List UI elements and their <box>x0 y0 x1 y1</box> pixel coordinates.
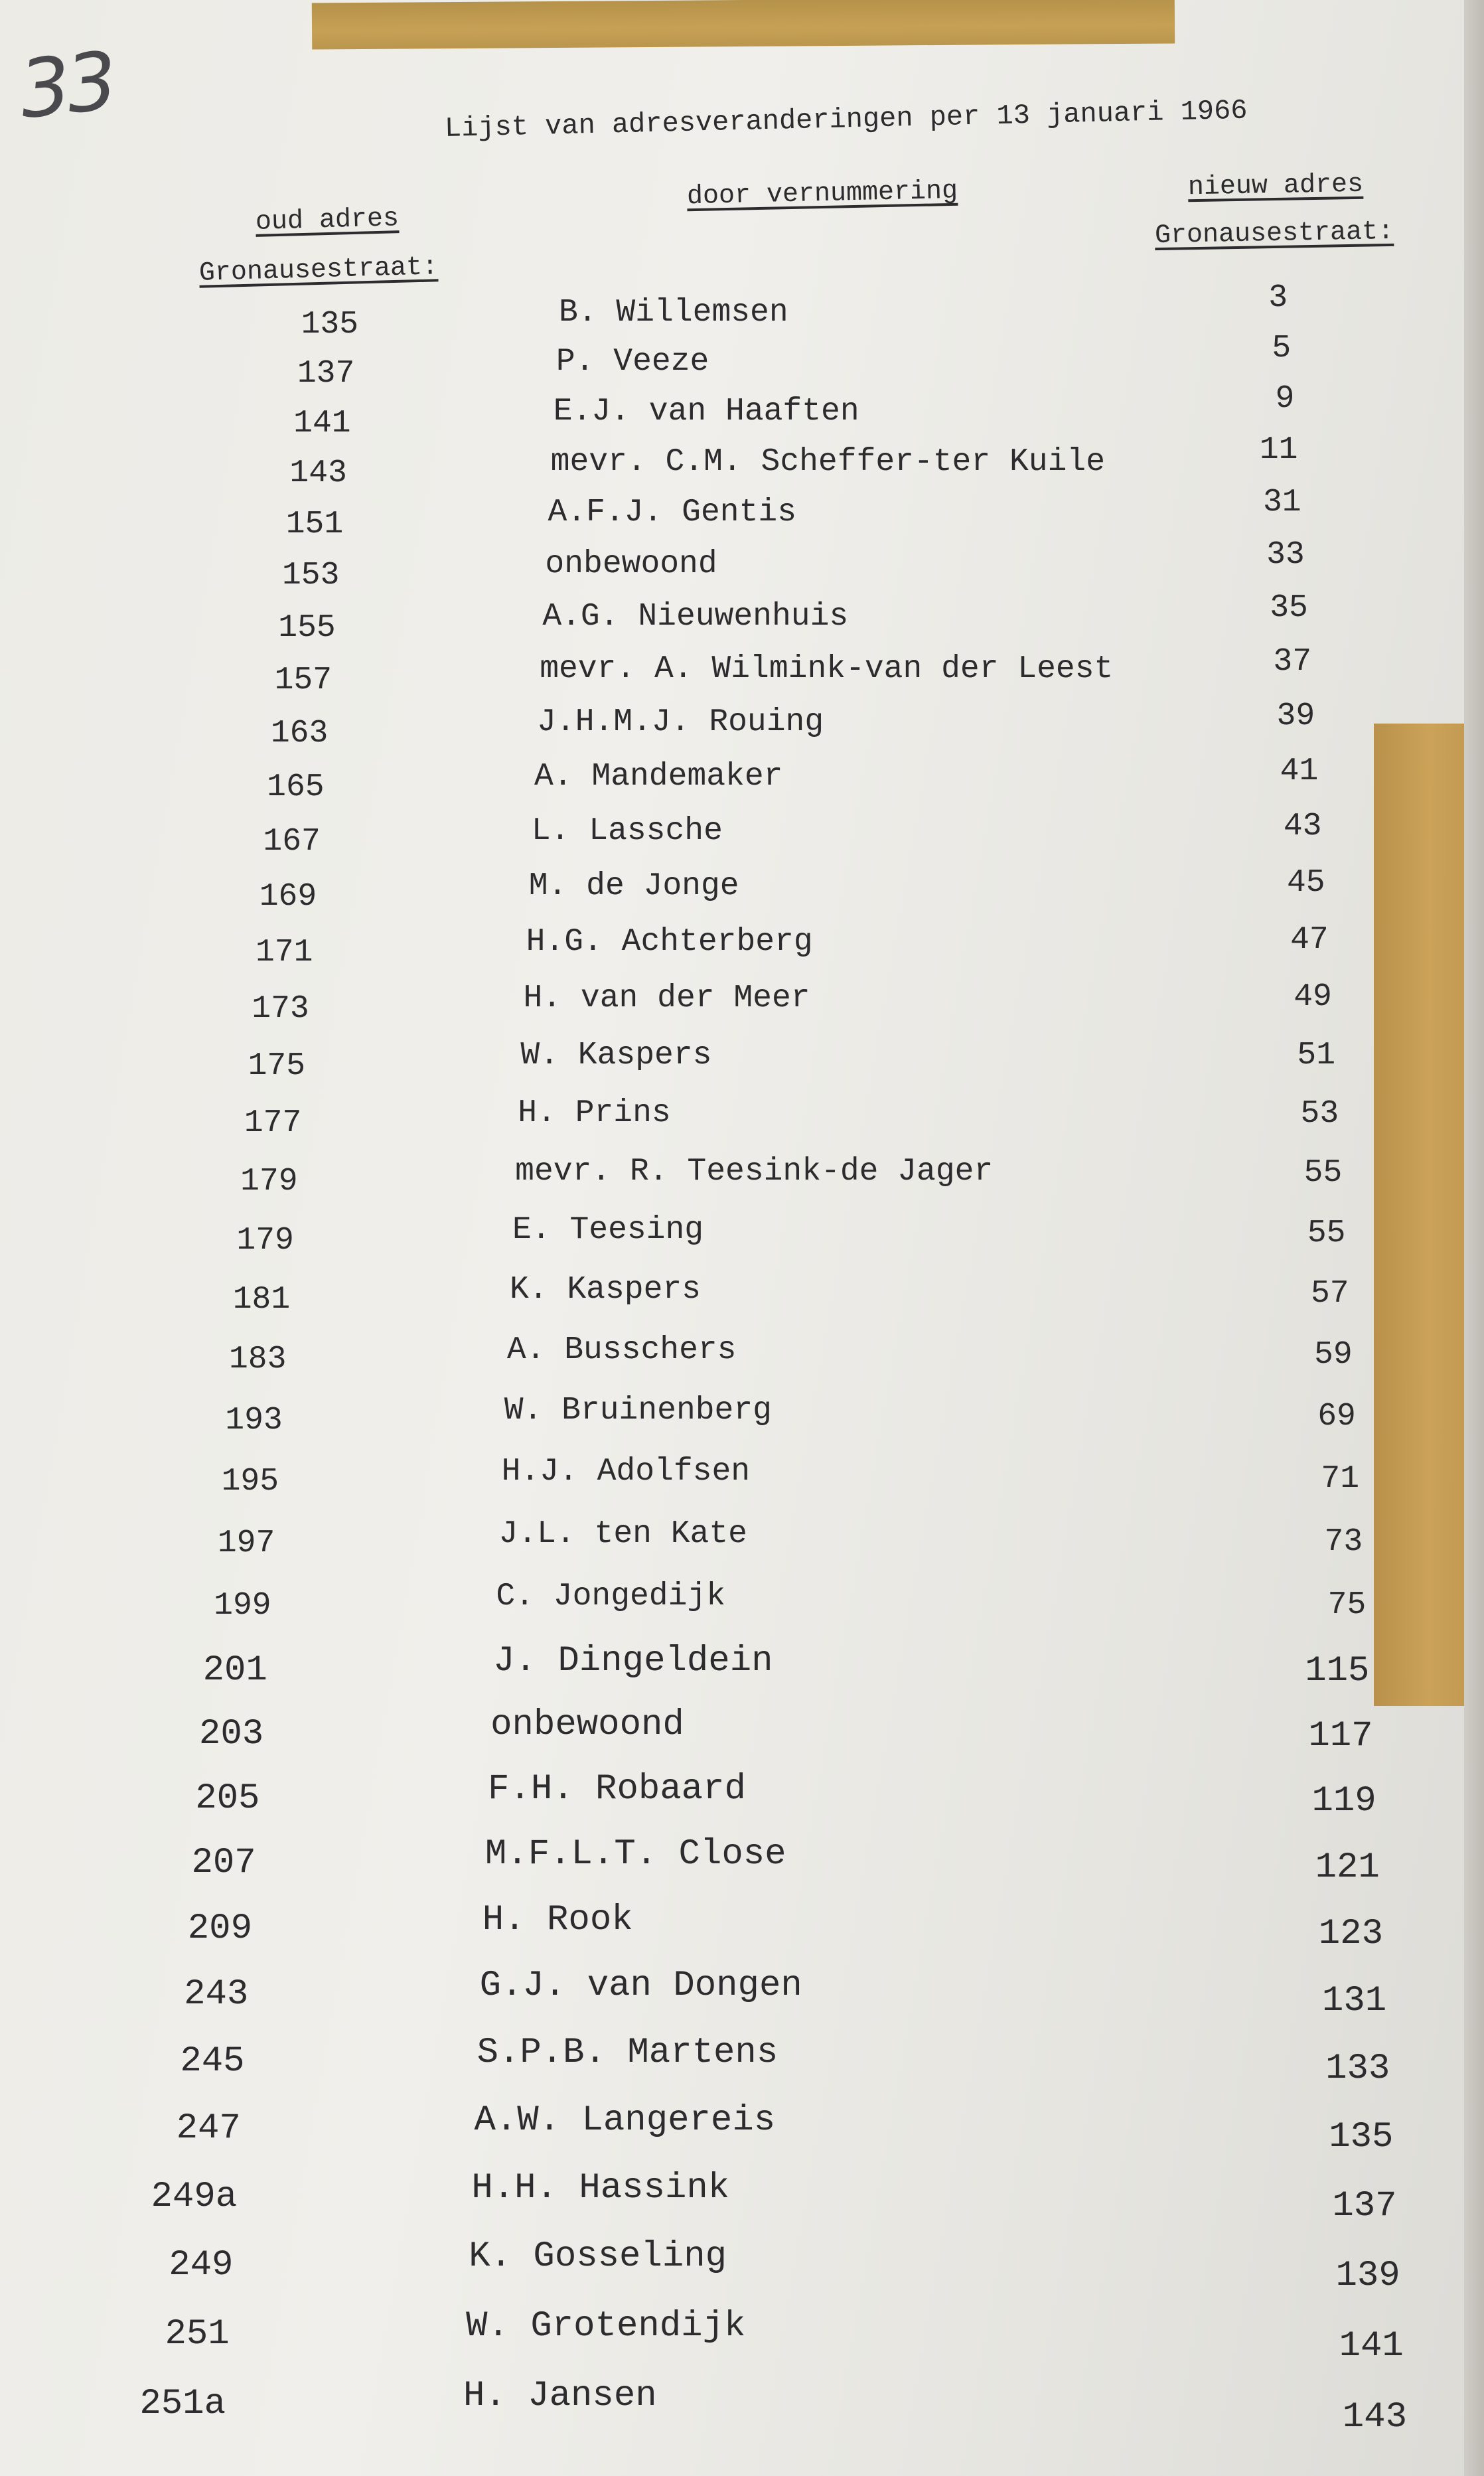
new-address-cell: 141 <box>1339 2326 1404 2367</box>
adhesive-tape-top <box>312 0 1175 50</box>
old-address-cell: 173 <box>252 991 309 1028</box>
resident-name-cell: B. Willemsen <box>559 295 788 331</box>
old-address-cell: 251a <box>139 2384 226 2424</box>
page-edge <box>1464 0 1484 2476</box>
old-address-cell: 247 <box>176 2108 241 2149</box>
resident-name-cell: H. van der Meer <box>523 980 810 1017</box>
old-address-cell: 179 <box>240 1164 298 1200</box>
new-address-cell: 133 <box>1325 2049 1390 2090</box>
new-address-cell: 9 <box>1275 380 1295 417</box>
resident-name-cell: E.J. van Haaften <box>553 393 859 429</box>
old-address-cell: 197 <box>217 1525 275 1561</box>
old-address-cell: 171 <box>256 935 313 971</box>
new-address-cell: 3 <box>1268 280 1288 316</box>
old-address-cell: 203 <box>198 1713 264 1754</box>
old-address-cell: 199 <box>214 1587 271 1624</box>
old-address-cell: 179 <box>236 1222 294 1259</box>
header-old-address: oud adres <box>255 204 400 238</box>
new-address-cell: 59 <box>1314 1336 1353 1373</box>
resident-name-cell: M. de Jonge <box>528 868 739 905</box>
old-address-cell: 135 <box>301 307 358 343</box>
resident-name-cell: F.H. Robaard <box>488 1768 746 1810</box>
header-new-street: Gronausestraat: <box>1154 216 1394 252</box>
old-address-cell: 249a <box>151 2176 238 2217</box>
new-address-cell: 123 <box>1318 1913 1383 1954</box>
old-address-cell: 143 <box>289 455 347 492</box>
new-address-cell: 71 <box>1321 1460 1359 1497</box>
resident-name-cell: L. Lassche <box>531 813 723 850</box>
old-address-cell: 177 <box>244 1105 302 1142</box>
old-address-cell: 195 <box>221 1463 279 1500</box>
old-address-cell: 243 <box>184 1974 249 2015</box>
resident-name-cell: mevr. C.M. Scheffer-ter Kuile <box>550 443 1105 480</box>
resident-name-cell: J.L. ten Kate <box>498 1515 747 1552</box>
resident-name-cell: A.F.J. Gentis <box>548 495 796 531</box>
resident-name-cell: mevr. A. Wilmink-van der Leest <box>540 651 1114 688</box>
old-address-cell: 205 <box>195 1778 260 1819</box>
resident-name-cell: G.J. van Dongen <box>479 1966 802 2007</box>
header-renumbering: door vernummering <box>686 176 958 212</box>
new-address-cell: 75 <box>1327 1587 1367 1624</box>
new-address-cell: 139 <box>1335 2256 1400 2297</box>
new-address-cell: 55 <box>1303 1155 1343 1192</box>
resident-name-cell: J.H.M.J. Rouing <box>537 704 824 741</box>
new-address-cell: 35 <box>1270 589 1308 626</box>
resident-name-cell: H. Prins <box>518 1095 671 1132</box>
old-address-cell: 181 <box>232 1281 291 1318</box>
new-address-cell: 131 <box>1321 1981 1387 2022</box>
old-address-cell: 209 <box>187 1908 252 1949</box>
header-new-address: nieuw adres <box>1187 169 1364 203</box>
resident-name-cell: K. Kaspers <box>509 1272 701 1308</box>
old-address-cell: 249 <box>169 2244 234 2285</box>
old-address-cell: 167 <box>263 824 321 860</box>
new-address-cell: 115 <box>1305 1651 1370 1691</box>
new-address-cell: 47 <box>1290 921 1329 958</box>
resident-name-cell: H.H. Hassink <box>471 2168 730 2209</box>
new-address-cell: 11 <box>1259 432 1298 469</box>
new-address-cell: 69 <box>1317 1398 1356 1434</box>
old-address-cell: 151 <box>285 506 344 542</box>
resident-name-cell: H.G. Achterberg <box>526 924 813 961</box>
resident-name-cell: H. Rook <box>482 1899 633 1940</box>
new-address-cell: 41 <box>1280 753 1319 789</box>
new-address-cell: 43 <box>1283 809 1322 845</box>
new-address-cell: 5 <box>1272 330 1292 366</box>
resident-name-cell: onbewoond <box>490 1705 684 1746</box>
resident-name-cell: E. Teesing <box>512 1212 704 1249</box>
new-address-cell: 57 <box>1310 1275 1349 1312</box>
old-address-cell: 201 <box>202 1650 267 1691</box>
resident-name-cell: A.G. Nieuwenhuis <box>542 598 849 635</box>
old-address-cell: 141 <box>293 405 351 441</box>
new-address-cell: 137 <box>1332 2186 1397 2227</box>
resident-name-cell: H.J. Adolfsen <box>501 1454 751 1490</box>
resident-name-cell: S.P.B. Martens <box>477 2033 779 2073</box>
new-address-cell: 37 <box>1273 643 1311 680</box>
new-address-cell: 55 <box>1307 1215 1346 1251</box>
resident-name-cell: A. Mandemaker <box>534 758 783 795</box>
new-address-cell: 121 <box>1315 1847 1380 1888</box>
new-address-cell: 51 <box>1297 1037 1335 1073</box>
old-address-cell: 137 <box>297 355 355 392</box>
old-address-cell: 163 <box>270 716 329 752</box>
new-address-cell: 45 <box>1286 865 1325 901</box>
resident-name-cell: W. Grotendijk <box>466 2305 746 2347</box>
resident-name-cell: P. Veeze <box>556 343 709 380</box>
document-title: Lijst van adresveranderingen per 13 januari 1966 <box>444 94 1248 145</box>
new-address-cell: 135 <box>1329 2117 1394 2158</box>
handwritten-page-number: 33 <box>15 35 118 137</box>
resident-name-cell: A. Busschers <box>506 1332 737 1368</box>
new-address-cell: 117 <box>1308 1715 1373 1756</box>
resident-name-cell: onbewoond <box>545 546 717 582</box>
new-address-cell: 33 <box>1266 536 1305 573</box>
old-address-cell: 155 <box>278 609 336 646</box>
old-address-cell: 207 <box>191 1843 256 1884</box>
resident-name-cell: W. Kaspers <box>520 1038 712 1074</box>
new-address-cell: 119 <box>1311 1781 1376 1822</box>
resident-name-cell: W. Bruinenberg <box>504 1393 772 1429</box>
header-old-street: Gronausestraat: <box>198 252 439 289</box>
old-address-cell: 175 <box>248 1047 305 1084</box>
old-address-cell: 157 <box>274 662 332 698</box>
old-address-cell: 245 <box>180 2041 245 2082</box>
old-address-cell: 193 <box>225 1402 283 1438</box>
resident-name-cell: J. Dingeldein <box>493 1640 773 1681</box>
new-address-cell: 31 <box>1262 484 1301 520</box>
new-address-cell: 73 <box>1324 1523 1363 1560</box>
resident-name-cell: K. Gosseling <box>469 2236 727 2278</box>
old-address-cell: 183 <box>229 1342 287 1378</box>
old-address-cell: 165 <box>267 769 325 806</box>
resident-name-cell: H. Jansen <box>463 2376 657 2416</box>
new-address-cell: 143 <box>1342 2397 1407 2437</box>
old-address-cell: 153 <box>282 558 340 594</box>
resident-name-cell: M.F.L.T. Close <box>484 1833 786 1875</box>
new-address-cell: 53 <box>1300 1096 1339 1132</box>
resident-name-cell: C. Jongedijk <box>496 1578 726 1614</box>
new-address-cell: 49 <box>1294 979 1332 1016</box>
old-address-cell: 169 <box>259 879 317 915</box>
old-address-cell: 251 <box>165 2313 230 2355</box>
resident-name-cell: mevr. R. Teesink-de Jager <box>515 1153 994 1190</box>
new-address-cell: 39 <box>1276 698 1315 734</box>
resident-name-cell: A.W. Langereis <box>474 2100 776 2141</box>
